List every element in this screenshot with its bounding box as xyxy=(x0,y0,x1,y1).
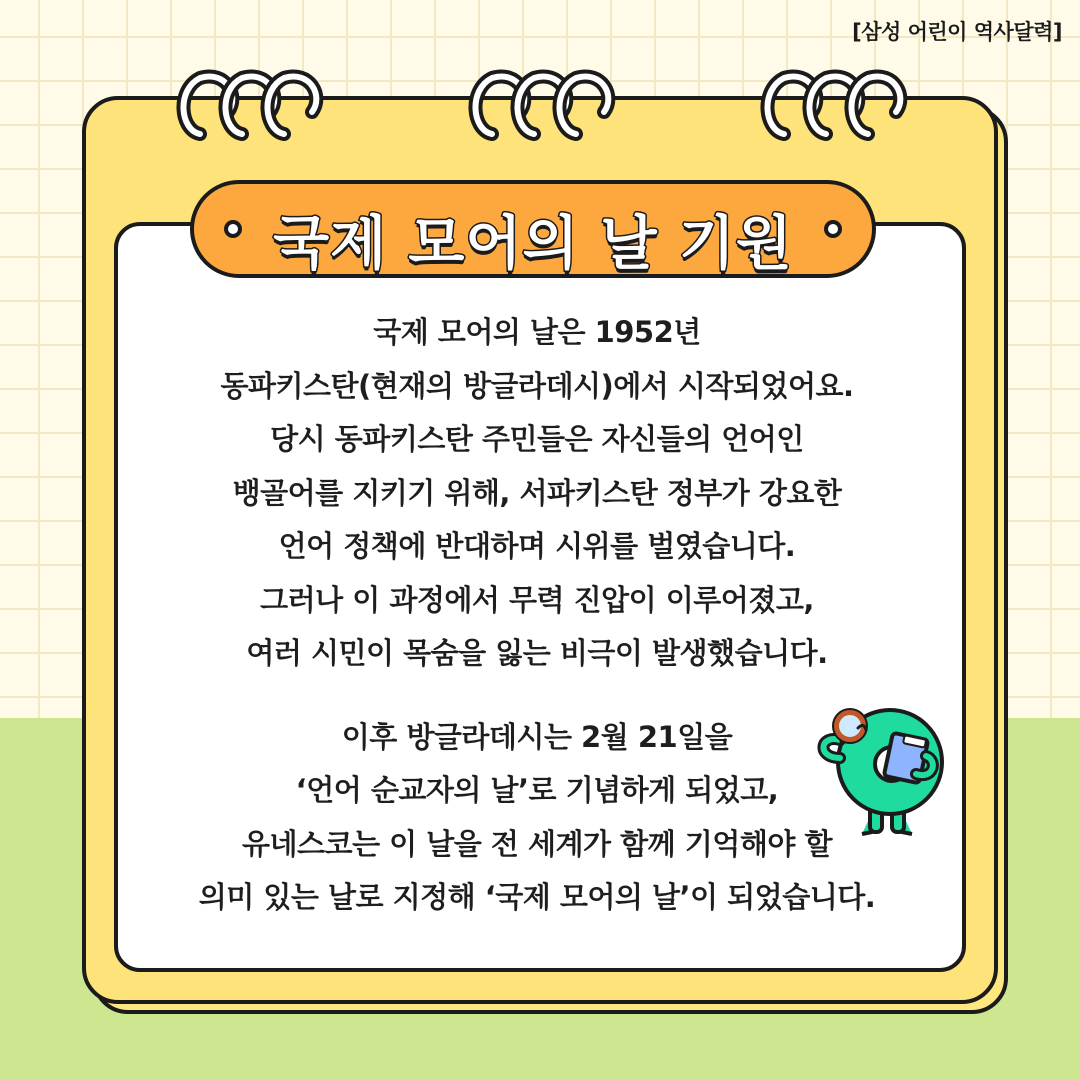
magnifier-mascot-icon xyxy=(806,692,956,842)
spiral-ring-set-center xyxy=(475,77,608,134)
title-banner xyxy=(190,180,876,278)
paragraph1-line: 언어 정책에 반대하며 시위를 벌였습니다. xyxy=(278,529,796,563)
paragraph1-line: 그러나 이 과정에서 무력 진압이 이루어졌고, xyxy=(260,582,814,617)
paragraph2-line: 유네스코는 이 날을 전 세계가 함께 기억해야 할 xyxy=(242,826,832,861)
paragraph2-line: 이후 방글라데시는 2월 21일을 xyxy=(341,719,733,754)
paragraph1-line: 동파키스탄(현재의 방글라데시)에서 시작되었어요. xyxy=(220,368,854,403)
page-title: 국제 모어의 날 기원 xyxy=(273,209,793,277)
paragraph1-line: 뱅골어를 지키기 위해, 서파키스탄 정부가 강요한 xyxy=(232,475,842,510)
spiral-ring-set-right xyxy=(767,77,900,134)
source-label: [삼성 어린이 역사달력] xyxy=(852,20,1062,44)
title-dot-right xyxy=(824,220,842,238)
paragraph2-line: 의미 있는 날로 지정해 ‘국제 모어의 날’이 되었습니다. xyxy=(198,880,876,914)
paragraph2-line: ‘언어 순교자의 날’로 기념하게 되었고, xyxy=(295,773,779,807)
paragraph1-line: 당시 동파키스탄 주민들은 자신들의 언어인 xyxy=(270,422,804,456)
paragraph1-line: 국제 모어의 날은 1952년 xyxy=(373,315,701,349)
spiral-binding-icon xyxy=(0,60,1080,150)
paragraph1-line: 여러 시민이 목숨을 잃는 비극이 발생했습니다. xyxy=(246,636,828,670)
spiral-ring-set-left xyxy=(183,77,316,134)
